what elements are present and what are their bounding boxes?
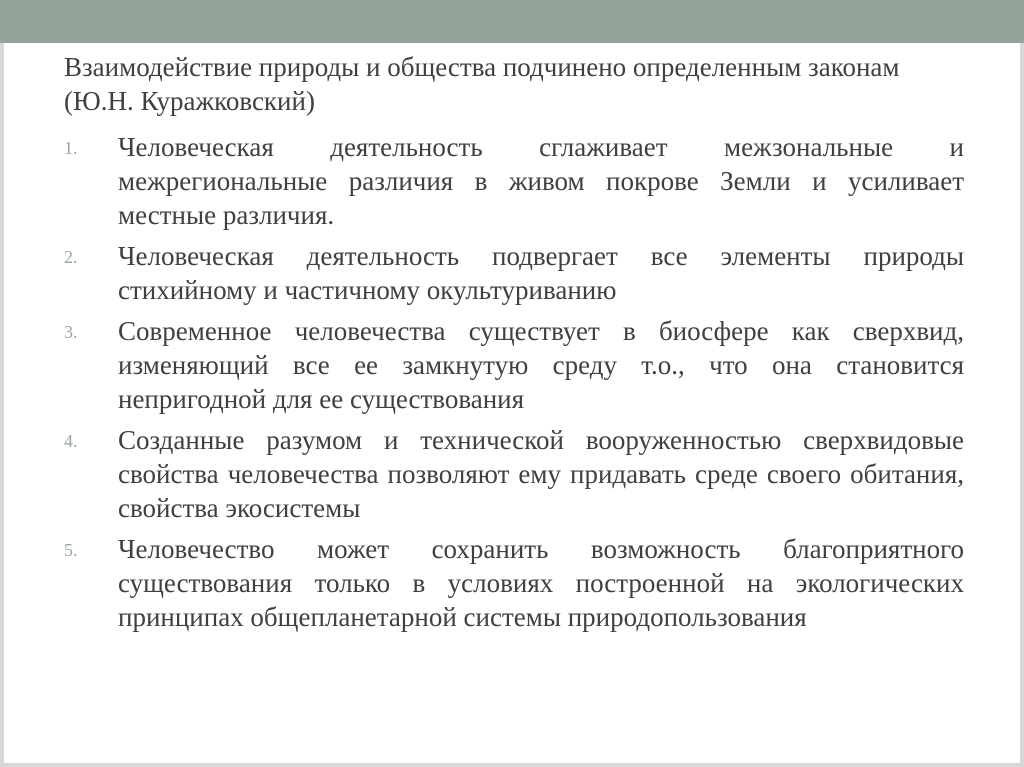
list-item-number: 3. [64, 322, 78, 342]
header-band [0, 0, 1024, 43]
list-item [64, 239, 964, 307]
list-item-text: Созданные разумом и технической вооруженностью сверхвидовые свойства человечества позволяют ему придавать среде своего обитания, свойства экосистемы [118, 425, 964, 523]
list-item-number: 1. [64, 138, 78, 158]
list-item [64, 314, 964, 416]
list-item [64, 423, 964, 525]
list-item-text: Человеческая деятельность подвергает все элементы природы стихийному и частичному окультуриванию [118, 241, 964, 305]
list-item-number: 2. [64, 247, 78, 267]
list-item-number: 4. [64, 431, 78, 451]
list-item-text: Современное человечества существует в биосфере как сверхвид, изменяющий все ее замкнутую среду т.о., что она становится непригодной для ее существования [118, 316, 964, 414]
slide-content [64, 50, 964, 641]
list-item-number: 5. [64, 540, 78, 560]
intro-text: Взаимодействие природы и общества подчинено определенным законам (Ю.Н. Куражковский) [64, 52, 900, 116]
list-item-text: Человечество может сохранить возможность благоприятного существования только в условиях построенной на экологических принципах общепланетарной системы природопользования [118, 534, 964, 632]
list-item-text: Человеческая деятельность сглаживает межзональные и межрегиональные различия в живом покрове Земли и усиливает местные различия. [118, 132, 964, 230]
list-item [64, 532, 964, 634]
numbered-list [64, 130, 964, 634]
list-item [64, 130, 964, 232]
